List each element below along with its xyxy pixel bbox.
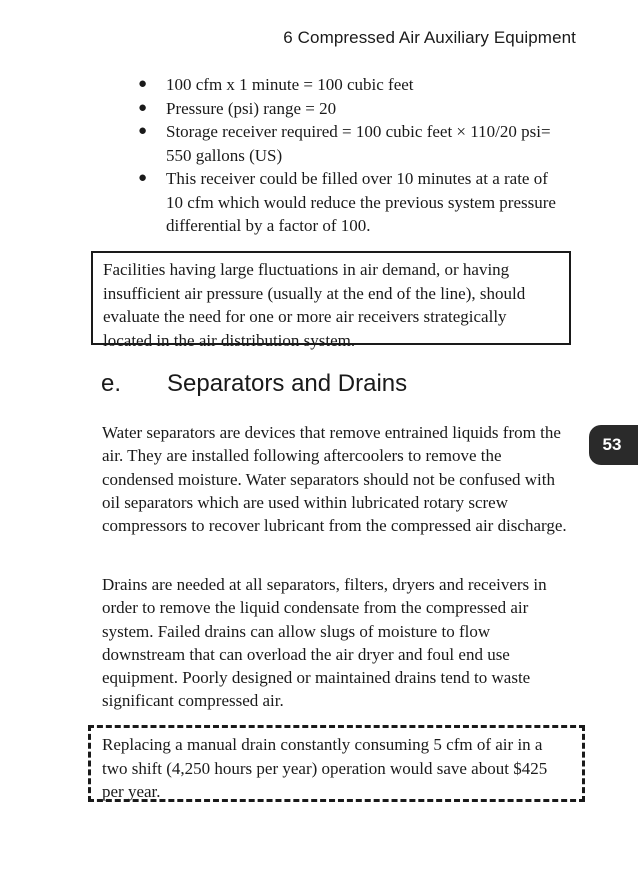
bullet-icon: ● [138, 170, 148, 186]
bullet-icon: ● [138, 76, 148, 92]
drains-paragraph: Drains are needed at all separators, filters, dryers and receivers in order to remove the liquid condensate from the compressed air system. Failed drains can allow slugs of moisture to flow downstream that can overload the air dryer and foul end use equipment. Poorly designed or maintained drains tend to waste significant compressed air. [102, 575, 547, 711]
bullet-item [138, 97, 568, 121]
bullet-icon: ● [138, 99, 148, 116]
bullet-item [138, 73, 568, 97]
page-number-tab [589, 425, 638, 465]
drain-savings-callout-text: Replacing a manual drain constantly consuming 5 cfm of air in a two shift (4,250 hours per year) operation would save about $425 per year. [102, 735, 548, 801]
section-title: Separators and Drains [167, 370, 408, 397]
bullet-item [138, 167, 568, 238]
section-letter: e. [101, 370, 122, 397]
bullet-icon: ● [138, 123, 148, 139]
bullet-item [138, 120, 568, 167]
receivers-callout-box [91, 251, 571, 350]
bullet-text: Storage receiver required = 100 cubic feet × 110/20 psi= 550 gallons (US) [166, 122, 551, 165]
section-heading [101, 370, 407, 398]
page-number: 53 [602, 435, 622, 454]
running-header: 6 Compressed Air Auxiliary Equipment [283, 28, 576, 47]
receivers-callout-text: Facilities having large fluctuations in air demand, or having insufficient air pressure (usually at the end of the line), should evaluate the need for one or more air receivers strategically located in the air distribution system. [103, 260, 526, 350]
water-separators-paragraph: Water separators are devices that remove entrained liquids from the air. They are installed following aftercoolers to remove the condensed moisture. Water separators should not be confused with oil separators which are used within lubricated rotary screw compressors to recover lubricant from the compressed air discharge. [102, 423, 567, 536]
bullet-text: Pressure (psi) range = 20 [166, 98, 337, 118]
bullet-text: This receiver could be filled over 10 minutes at a rate of 10 cfm which would reduce the previous system pressure differential by a factor of 100. [166, 169, 556, 235]
drain-savings-callout-box [88, 725, 585, 802]
bullet-text: 100 cfm x 1 minute = 100 cubic feet [166, 75, 414, 94]
calculation-bullet-list [138, 73, 568, 238]
